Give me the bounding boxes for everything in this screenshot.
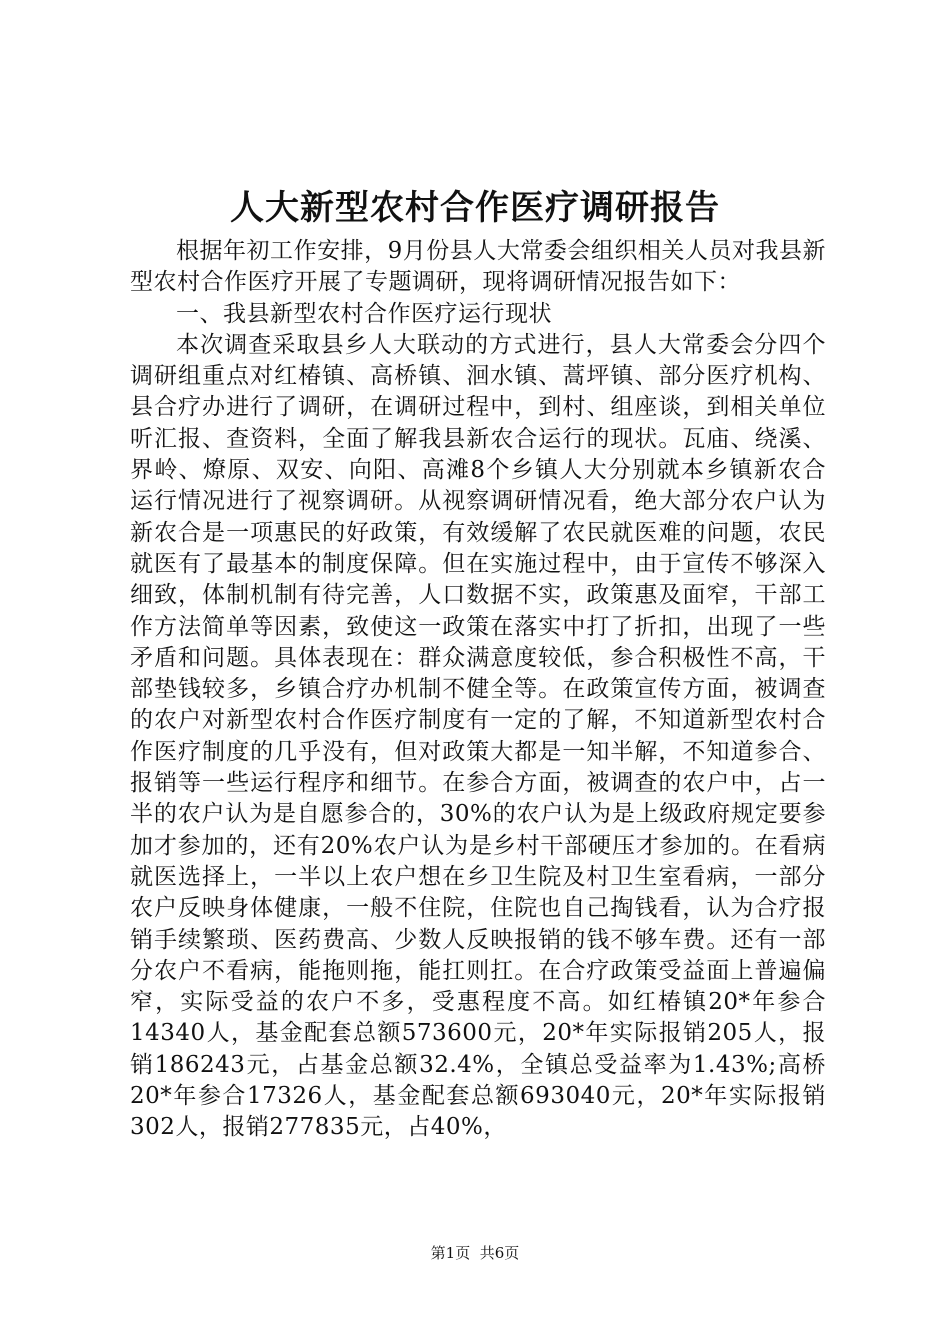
document-title: 人大新型农村合作医疗调研报告 — [230, 188, 720, 228]
paragraph-intro: 根据年初工作安排，9月份县人大常委会组织相关人员对我县新型农村合作医疗开展了专题调研，现将调研情况报告如下： — [130, 238, 826, 296]
paragraph-status: 本次调查采取县乡人大联动的方式进行，县人大常委会分四个调研组重点对红椿镇、高桥镇、洄水镇、蒿坪镇、部分医疗机构、县合疗办进行了调研，在调研过程中，到村、组座谈，到相关单位听汇报、查资料，全面了解我县新农合运行的现状。瓦庙、绕溪、界岭、燎原、双安、向阳、高滩8个乡镇人大分别就本乡镇新农合运行情况进行了视察调研。从视察调研情况看，绝大部分农户认为新农合是一项惠民的好政策，有效缓解了农民就医难的问题，农民就医有了最基本的制度保障。但在实施过程中，由于宣传不够深入细致，体制机制有待完善，人口数据不实，政策惠及面窄，干部工作方法简单等因素，致使这一政策在落实中打了折扣，出现了一些矛盾和问题。具体表现在：群众满意度较低，参合积极性不高，干部垫钱较多，乡镇合疗办机制不健全等。在政策宣传方面，被调查的农户对新型农村合作医疗制度有一定的了解，不知道新型农村合作医疗制度的几乎没有，但对政策大都是一知半解，不知道参合、报销等一些运行程序和细节。在参合方面，被调查的农户中，占一半的农户认为是自愿参合的，30%的农户认为是上级政府规定要参加才参加的，还有20%农户认为是乡村干部硬压才参加的。在看病就医选择上，一半以上农户想在乡卫生院及村卫生室看病，一部分农户反映身体健康，一般不住院，住院也自己掏钱看，认为合疗报销手续繁琐、医药费高、少数人反映报销的钱不够车费。还有一部分农户不看病，能拖则拖，能扛则扛。在合疗政策受益面上普遍偏窄，实际受益的农户不多，受惠程度不高。如红椿镇20*年参合14340人，基金配套总额573600元，20*年实际报销205人，报销186243元，占基金总额32.4%，全镇总受益率为1.43%;高桥20*年参合17326人，基金配套总额693040元，20*年实际报销302人，报销277835元，占40%， — [130, 331, 826, 1141]
page-number: 第1页 — [430, 1244, 471, 1262]
document-body — [130, 236, 826, 1144]
section-heading-1: 一、我县新型农村合作医疗运行现状 — [176, 300, 552, 327]
page-total: 共6页 — [479, 1244, 520, 1262]
page-footer — [0, 1243, 950, 1263]
